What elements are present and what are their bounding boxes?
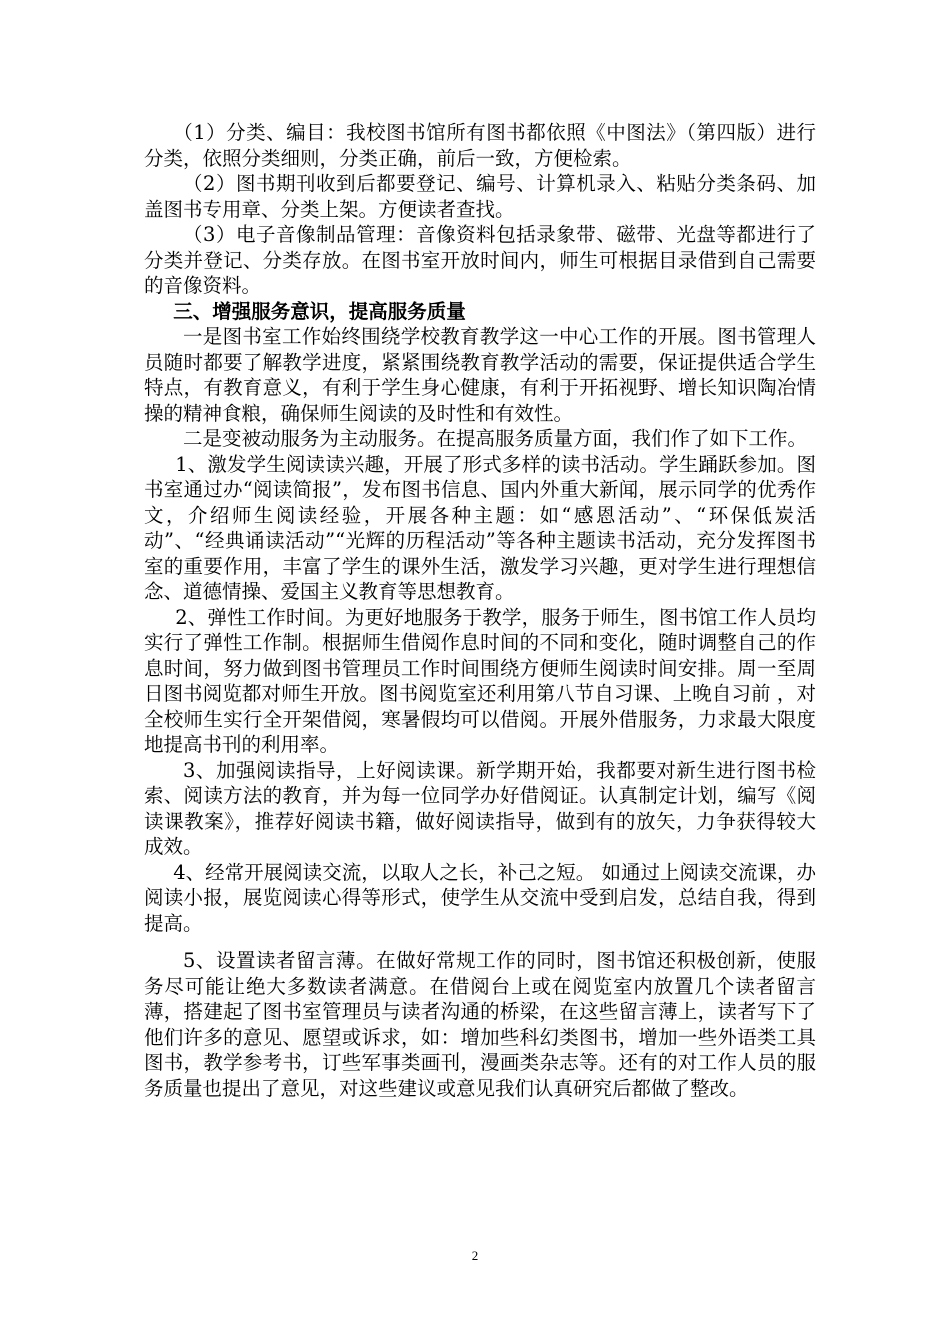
section-heading: 三、增强服务意识，提高服务质量 xyxy=(173,299,466,323)
paragraph-item-4: 4、经常开展阅读交流，以取人之长，补己之短。 如通过上阅读交流课，办阅读小报，展览阅读心得等形式，使学生从交流中受到启发，总结自我，得到提高。 xyxy=(144,860,816,935)
paragraph-item-2: 2、弹性工作时间。为更好地服务于教学，服务于师生，图书馆工作人员均实行了弹性工作制。根据师生借阅作息时间的不同和变化，随时调整自己的作息时间，努力做到图书管理员工作时间围绕方便师生阅读时间安排。周一至周日图书阅览都对师生开放。图书阅览室还利用第八节自习课、上晚自习前 ，对全校师生实行全开架借阅，寒暑假均可以借阅。开展外借服务，力求最大限度地提高书刊的利用率。 xyxy=(144,605,816,756)
paragraph-audio-visual: （3）电子音像制品管理：音像资料包括录象带、磁带、光盘等都进行了分类并登记、分类存放。在图书室开放时间内，师生可根据目录借到自己需要的音像资料。 xyxy=(144,223,816,297)
page-number: 2 xyxy=(471,1248,479,1263)
paragraph-point-one: 一是图书室工作始终围绕学校教育教学这一中心工作的开展。图书管理人员随时都要了解教学进度，紧紧围绕教育教学活动的需要，保证提供适合学生特点，有教育意义，有利于学生身心健康，有利于开拓视野、增长知识陶冶情操的精神食粮，确保师生阅读的及时性和有效性。 xyxy=(144,325,816,425)
paragraph-periodicals: （2）图书期刊收到后都要登记、编号、计算机录入、粘贴分类条码、加盖图书专用章、分类上架。方便读者查找。 xyxy=(144,172,816,221)
paragraph-item-3: 3、加强阅读指导，上好阅读课。新学期开始，我都要对新生进行图书检索、阅读方法的教育，并为每一位同学办好借阅证。认真制定计划，编写《阅读课教案》，推荐好阅读书籍，做好阅读指导，做到有的放矢，力争获得较大成效。 xyxy=(144,758,816,858)
paragraph-item-5: 5、设置读者留言薄。在做好常规工作的同时，图书馆还积极创新，使服务尽可能让绝大多数读者满意。在借阅台上或在阅览室内放置几个读者留言薄，搭建起了图书室管理员与读者沟通的桥梁，在这些留言薄上，读者写下了他们许多的意见、愿望或诉求，如：增加些科幻类图书，增加一些外语类工具图书，教学参考书，订些军事类画刊，漫画类杂志等。还有的对工作人员的服务质量也提出了意见，对这些建议或意见我们认真研究后都做了整改。 xyxy=(144,949,816,1100)
paragraph-classification: （1）分类、编目：我校图书馆所有图书都依照《中图法》（第四版）进行分类，依照分类细则，分类正确，前后一致，方便检索。 xyxy=(144,121,816,170)
document-body xyxy=(144,120,816,1101)
paragraph-point-two: 二是变被动服务为主动服务。在提高服务质量方面，我们作了如下工作。 xyxy=(183,427,808,450)
paragraph-item-1: 1、激发学生阅读读兴趣，开展了形式多样的读书活动。学生踊跃参加。图书室通过办“阅读简报”，发布图书信息、国内外重大新闻，展示同学的优秀作文，介绍师生阅读经验，开展各种主题：如“感恩活动”、“环保低炭活动”、“经典诵读活动”“光辉的历程活动”等各种主题读书活动，充分发挥图书室的重要作用，丰富了学生的课外生活，激发学习兴趣，更对学生进行理想信念、道德情操、爱国主义教育等思想教育。 xyxy=(144,452,816,603)
